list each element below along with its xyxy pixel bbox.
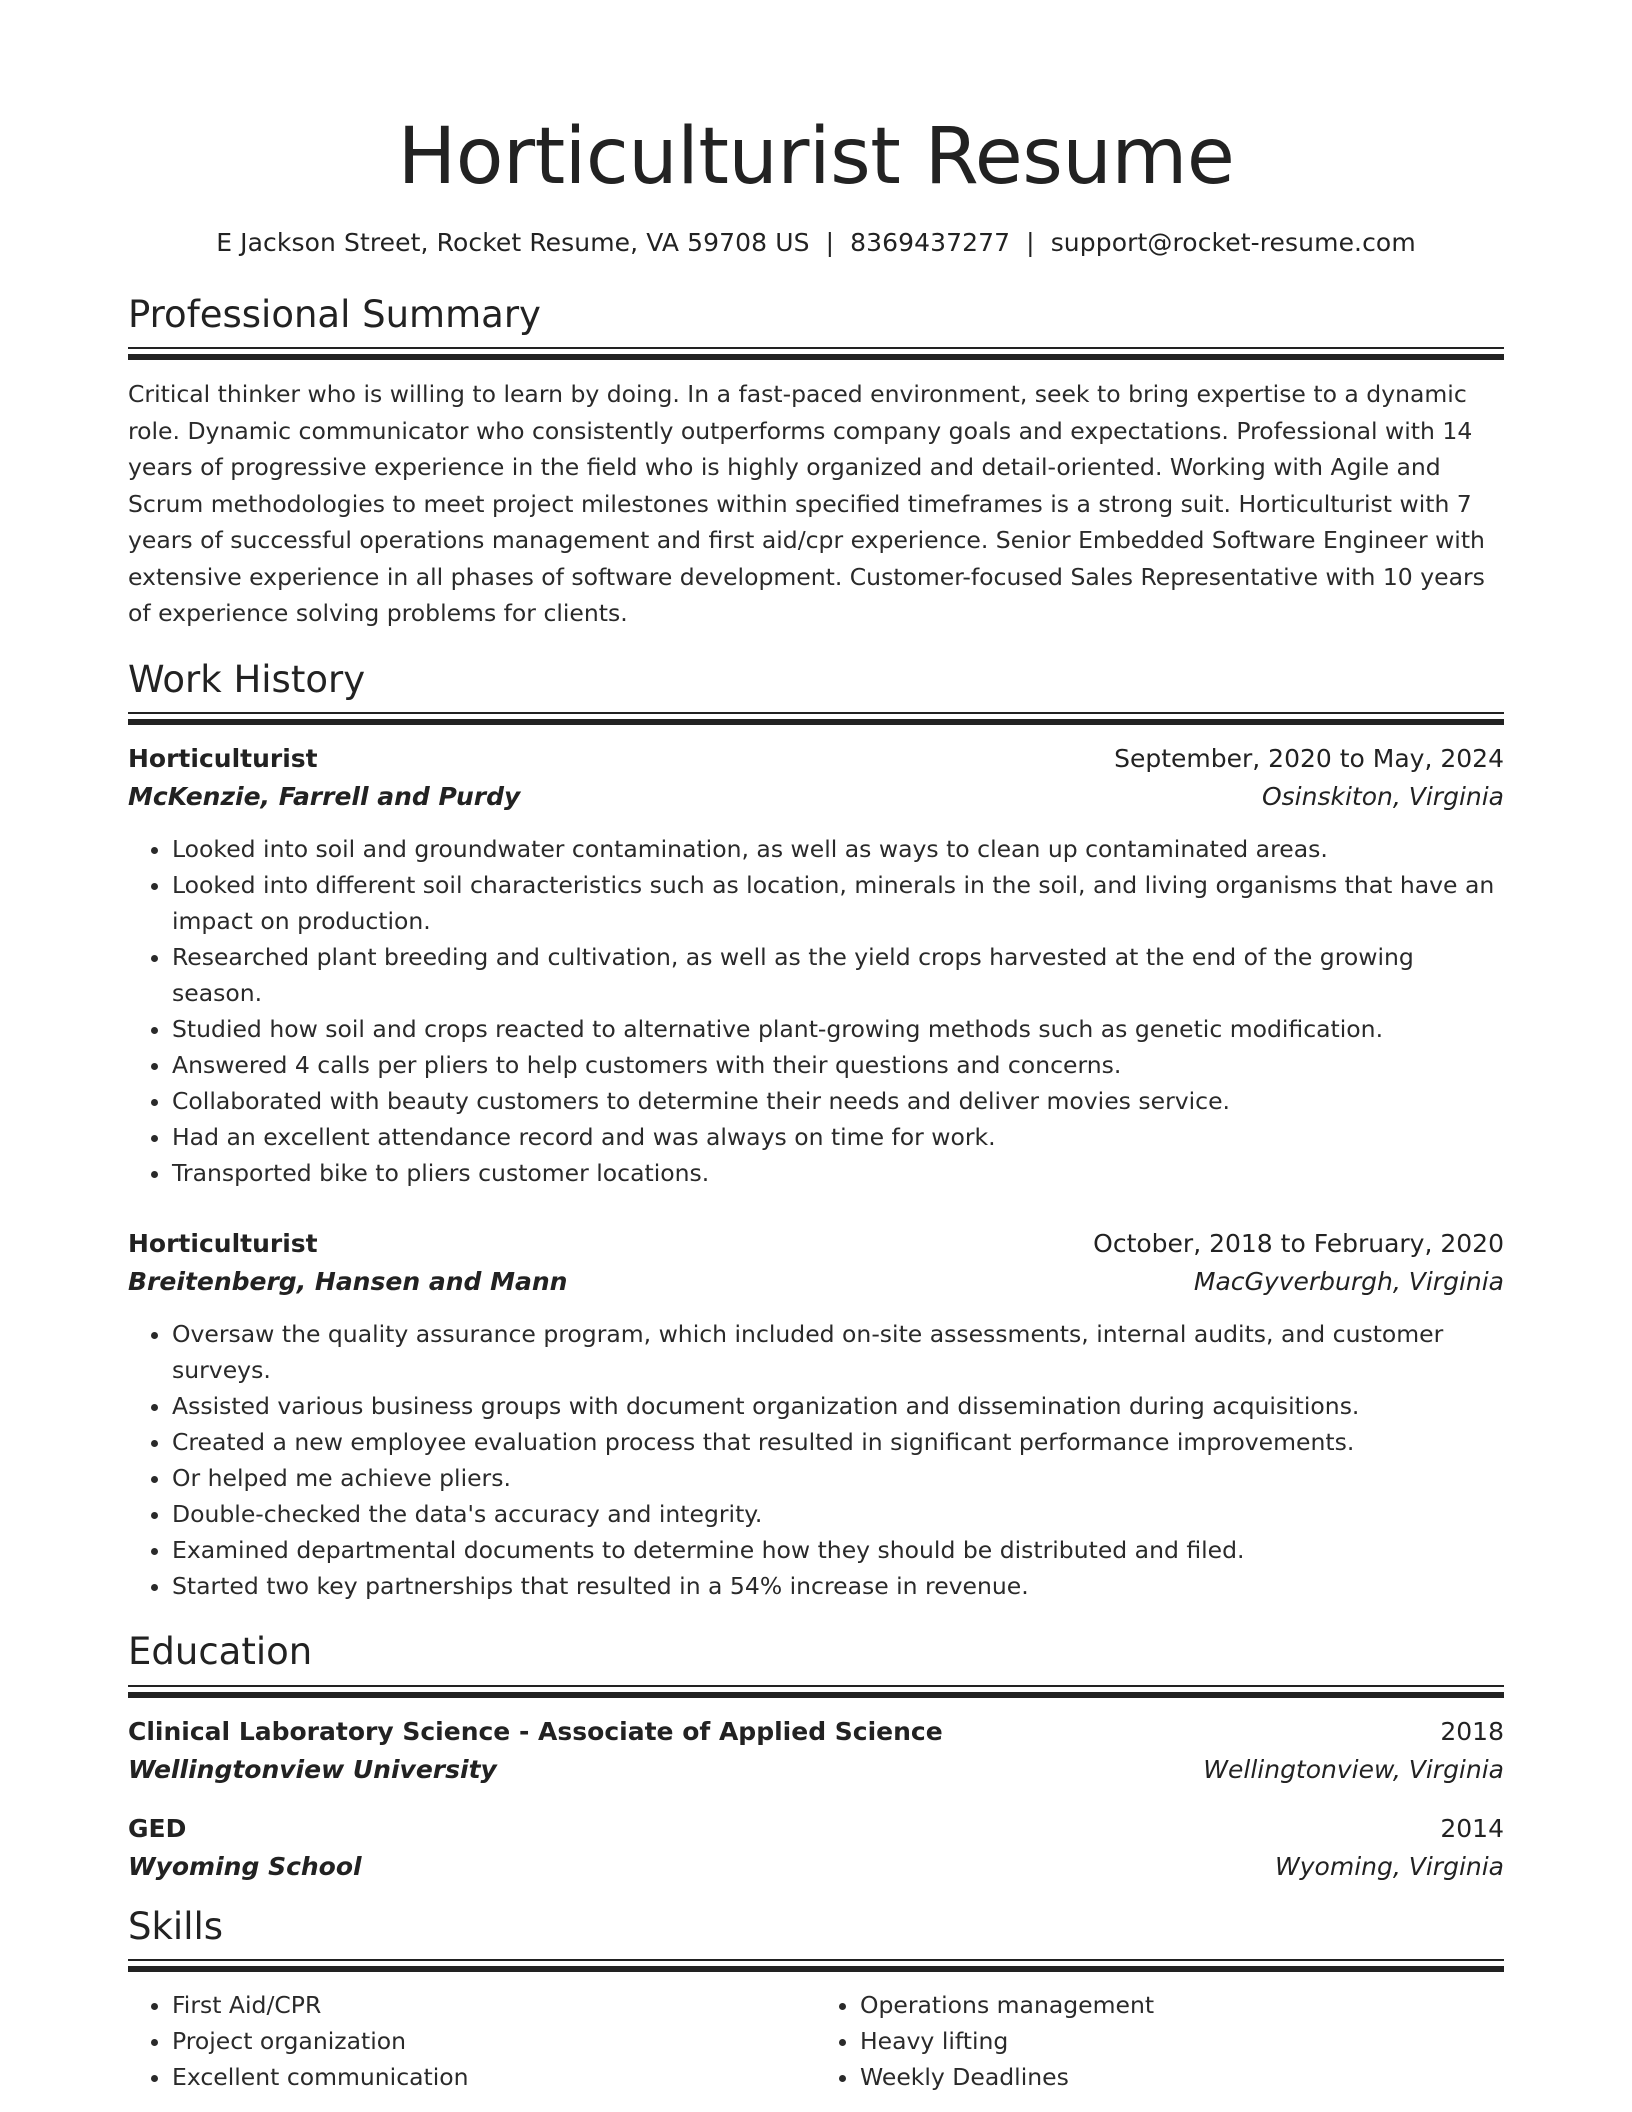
job-bullet: • Created a new employee evaluation process that resulted in significant performance improvements.	[172, 1424, 1504, 1460]
job-bullet: • Researched plant breeding and cultivation, as well as the yield crops harvested at the end of the growing season.	[172, 939, 1504, 1011]
skills-list	[128, 1987, 1504, 2095]
education-header-row	[128, 1717, 1504, 1746]
job-header-row	[128, 1229, 1504, 1258]
job-bullet: • Started two key partnerships that resulted in a 54% increase in revenue.	[172, 1568, 1504, 1604]
skills-column-left	[128, 1987, 816, 2095]
job-bullets	[128, 831, 1504, 1191]
contact-email: support@rocket-resume.com	[1050, 228, 1416, 257]
job-entry	[128, 744, 1504, 1191]
education-header-row	[128, 1814, 1504, 1843]
skills-column-right	[816, 1987, 1504, 2095]
job-dates: September, 2020 to May, 2024	[1114, 744, 1504, 774]
summary-text: Critical thinker who is willing to learn by doing. In a fast-paced environment, seek to bring expertise to a dynamic role. Dynamic communicator who consistently outperforms company goals and expectations. Professional with 14 years of progressive experience in the field who is highly organized and detail-oriented. Working with Agile and Scrum methodologies to meet project milestones within specified timeframes is a strong suit. Horticulturist with 7 years of successful operations management and first aid/cpr experience. Senior Embedded Software Engineer with extensive experience in all phases of software development. Customer-focused Sales Representative with 10 years of experience solving problems for clients.	[128, 380, 1485, 628]
skill-item: • Excellent communication	[172, 2059, 816, 2095]
skill-item: • First Aid/CPR	[172, 1987, 816, 2023]
job-company: McKenzie, Farrell and Purdy	[128, 782, 521, 812]
job-bullet: • Examined departmental documents to determine how they should be distributed and filed.	[172, 1532, 1504, 1568]
job-header-row	[128, 744, 1504, 773]
job-bullet: • Had an excellent attendance record and was always on time for work.	[172, 1119, 1504, 1155]
section-heading-work: Work History	[128, 657, 366, 701]
education-location: Wellingtonview, Virginia	[1203, 1754, 1504, 1784]
section-heading-summary: Professional Summary	[128, 293, 541, 336]
job-bullet: • Assisted various business groups with document organization and dissemination during acquisitions.	[172, 1388, 1504, 1424]
job-bullet: • Looked into soil and groundwater contamination, as well as ways to clean up contaminated areas.	[172, 831, 1504, 867]
job-bullet: • Transported bike to pliers customer locations.	[172, 1155, 1504, 1191]
section-divider	[128, 1959, 1504, 1973]
job-bullet: • Double-checked the data's accuracy and integrity.	[172, 1496, 1504, 1532]
education-school-row	[128, 1852, 1504, 1881]
job-bullet: • Studied how soil and crops reacted to alternative plant-growing methods such as genetic modification.	[172, 1011, 1504, 1047]
job-bullet: • Looked into different soil characteristics such as location, minerals in the soil, and living organisms that have an impact on production.	[172, 867, 1504, 939]
section-divider	[128, 347, 1504, 361]
job-bullet: • Collaborated with beauty customers to determine their needs and deliver movies service.	[172, 1083, 1504, 1119]
education-school-row	[128, 1755, 1504, 1784]
education-year: 2014	[1440, 1813, 1504, 1843]
section-heading-skills: Skills	[128, 1904, 224, 1948]
job-location: MacGyverburgh, Virginia	[1193, 1267, 1504, 1297]
job-bullet: • Answered 4 calls per pliers to help customers with their questions and concerns.	[172, 1047, 1504, 1083]
education-school: Wyoming School	[128, 1851, 362, 1881]
job-bullets	[128, 1316, 1504, 1604]
work-history-section	[128, 658, 1504, 1604]
contact-separator: |	[825, 228, 835, 257]
contact-phone: 8369437277	[850, 228, 1011, 257]
job-company-row	[128, 1267, 1504, 1296]
section-divider	[128, 712, 1504, 726]
education-school: Wellingtonview University	[128, 1754, 497, 1784]
education-degree: GED	[128, 1813, 187, 1843]
job-title: Horticulturist	[128, 1229, 318, 1259]
skill-item: • Project organization	[172, 2023, 816, 2059]
education-entry	[128, 1814, 1504, 1881]
education-degree: Clinical Laboratory Science - Associate of Applied Science	[128, 1716, 943, 1746]
job-company: Breitenberg, Hansen and Mann	[128, 1267, 568, 1297]
education-entry	[128, 1717, 1504, 1784]
skill-item: • Operations management	[860, 1987, 1504, 2023]
section-heading-education: Education	[128, 1630, 313, 1674]
job-bullet: • Or helped me achieve pliers.	[172, 1460, 1504, 1496]
skill-item: • Weekly Deadlines	[860, 2059, 1504, 2095]
education-year: 2018	[1440, 1716, 1504, 1746]
education-section	[128, 1630, 1504, 1880]
skills-section	[128, 1905, 1504, 2095]
job-entry	[128, 1229, 1504, 1604]
education-location: Wyoming, Virginia	[1275, 1851, 1504, 1881]
job-bullet: • Oversaw the quality assurance program, which included on-site assessments, internal audits, and customer surveys.	[172, 1316, 1504, 1388]
summary-section	[128, 293, 1504, 632]
job-company-row	[128, 782, 1504, 811]
job-dates: October, 2018 to February, 2020	[1093, 1229, 1504, 1259]
job-title: Horticulturist	[128, 744, 318, 774]
section-divider	[128, 1685, 1504, 1699]
page-title: Horticulturist Resume	[397, 112, 1235, 202]
job-location: Osinskiton, Virginia	[1261, 782, 1504, 812]
contact-line	[128, 228, 1504, 257]
contact-separator: |	[1026, 228, 1035, 257]
contact-address: E Jackson Street, Rocket Resume, VA 59708 US	[216, 228, 810, 257]
skill-item: • Heavy lifting	[860, 2023, 1504, 2059]
